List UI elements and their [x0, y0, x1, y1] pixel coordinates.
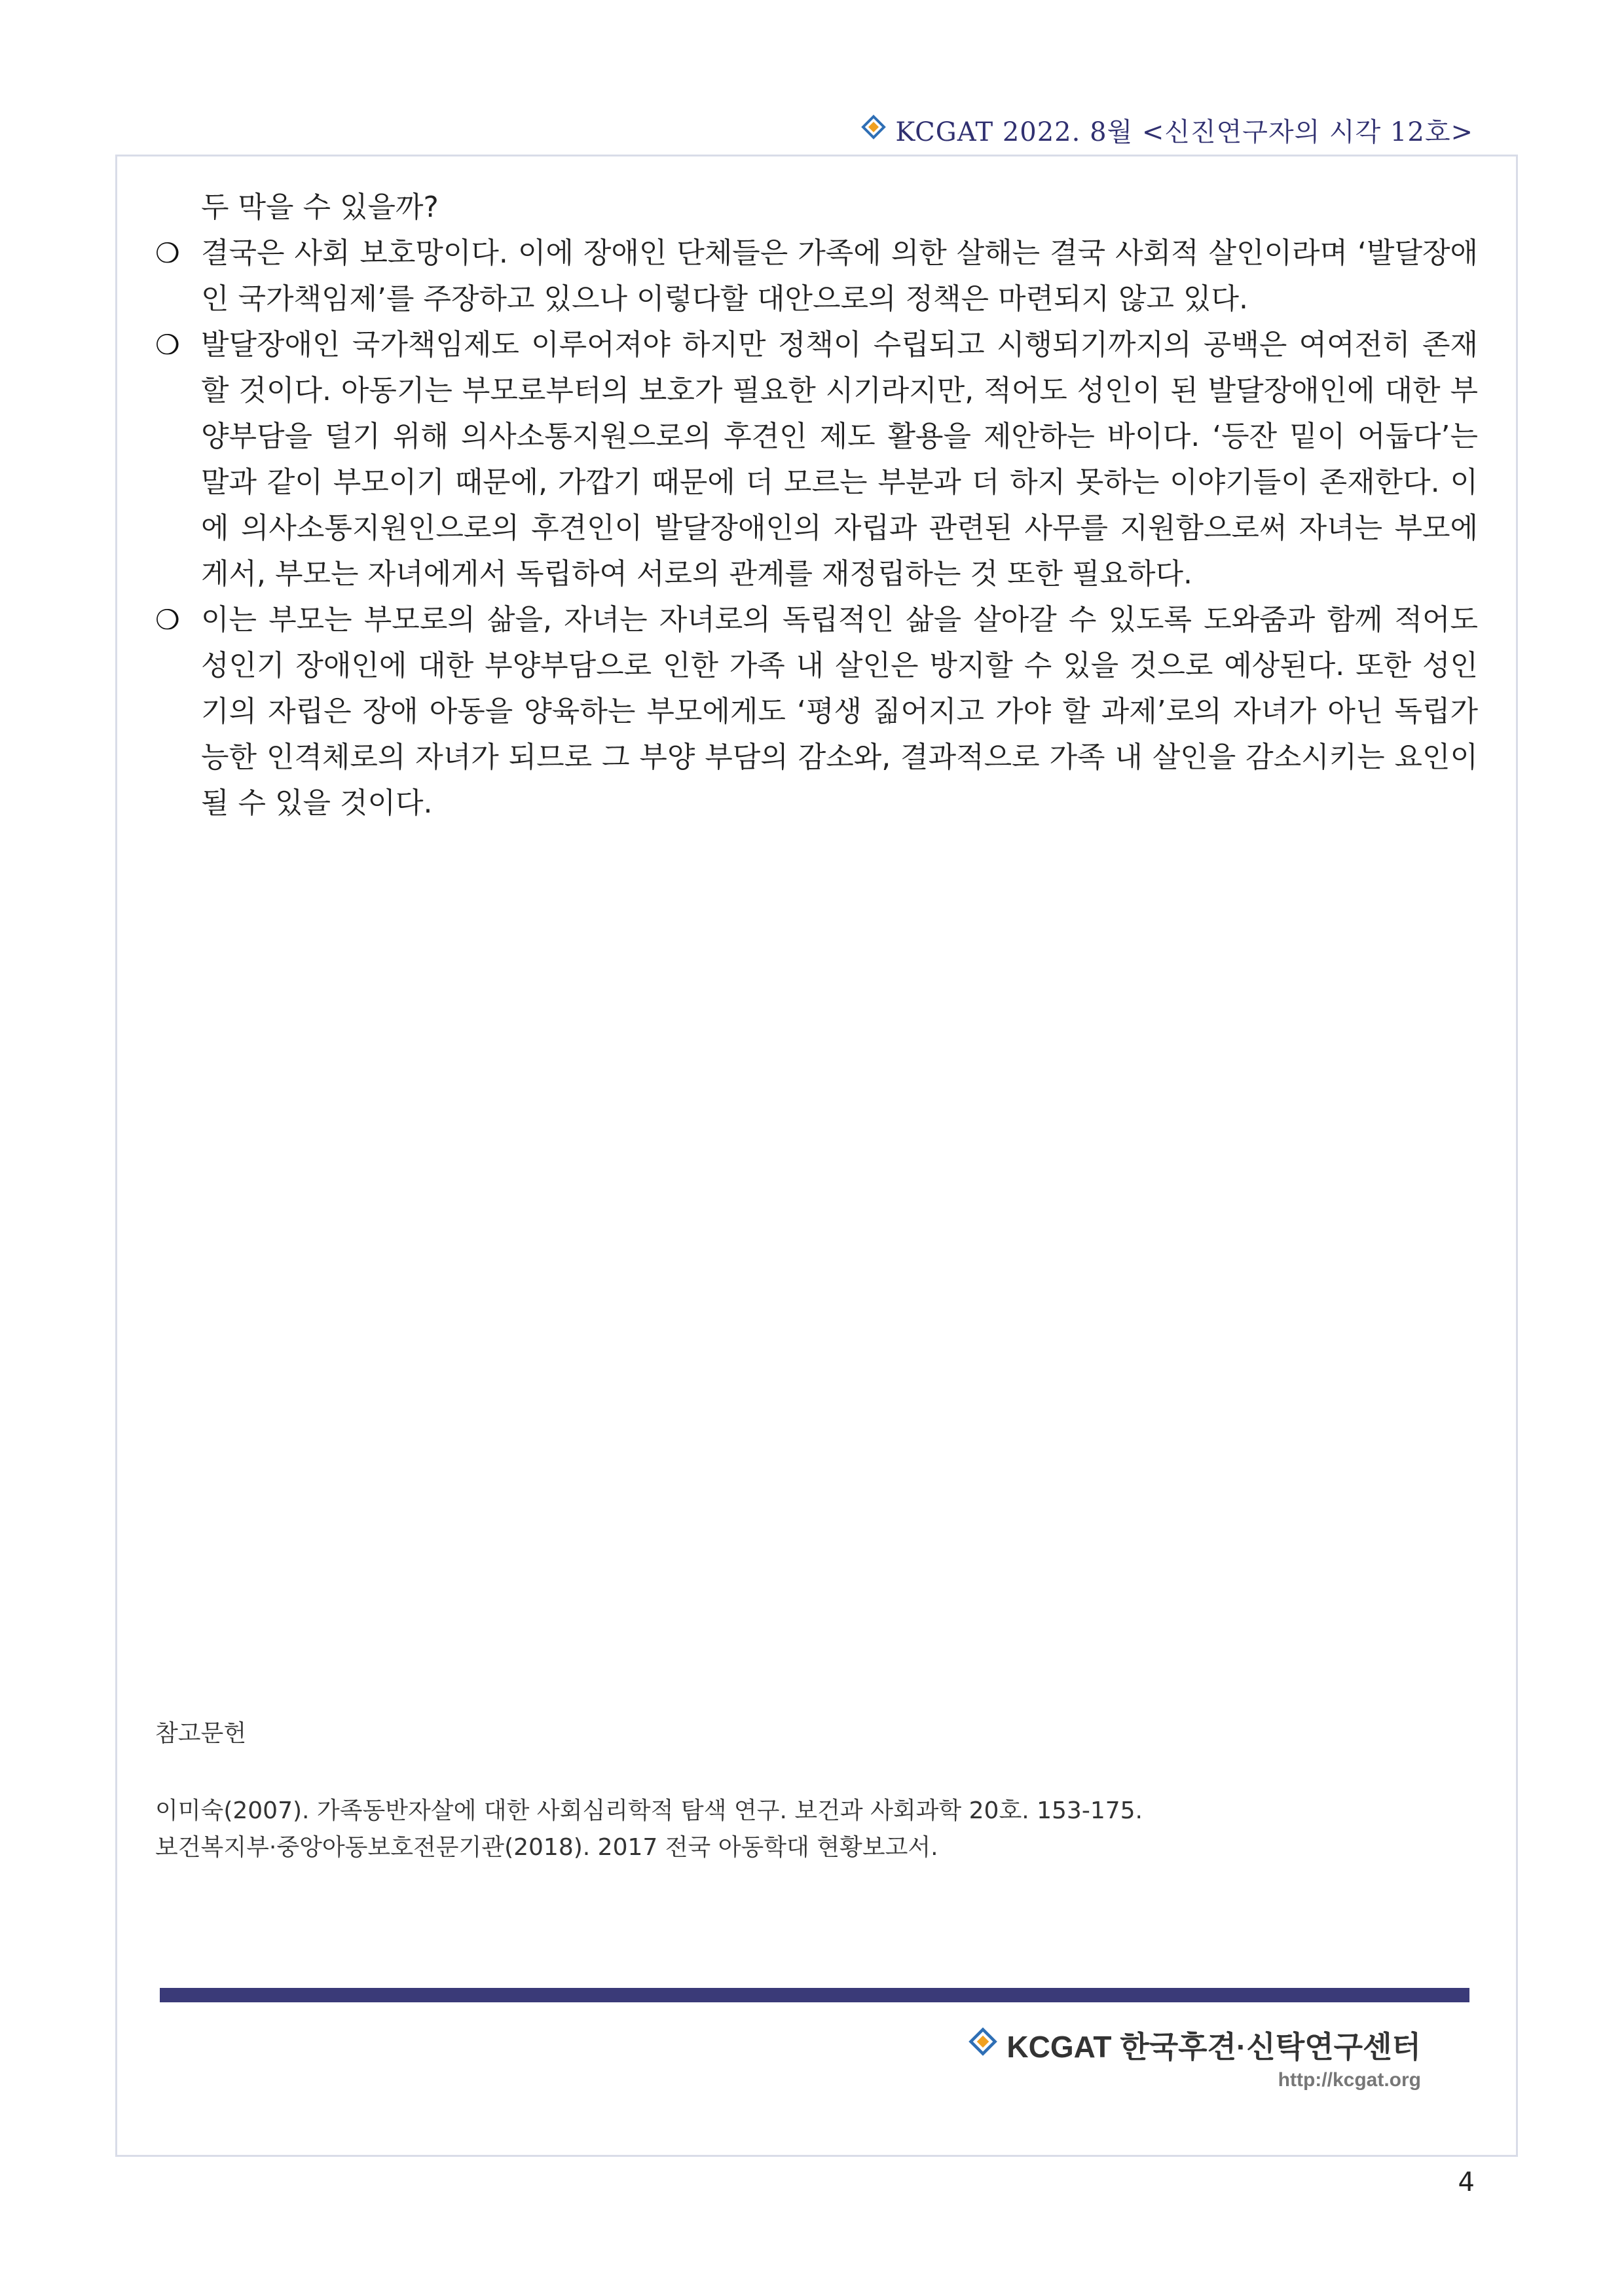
footer-org-name: KCGAT 한국후견·신탁연구센터 [1006, 2030, 1421, 2064]
paragraph-text: 발달장애인 국가책임제도 이루어져야 하지만 정책이 수립되고 시행되기까지의 공백은 여여전히 존재할 것이다. 아동기는 부모로부터의 보호가 필요한 시기라지만, 적어도 성인이 된 발달장애인에 대한 부양부담을 덜기 위해 의사소통지원으로의 후견인 제도 활용을 제안하는 바이다. ‘등잔 밑이 어둡다’는 말과 같이 부모이기 때문에, 가깝기 때문에 더 모르는 부분과 더 하지 못하는 이야기들이 존재한다. 이에 의사소통지원인으로의 후견인이 발달장애인의 자립과 관련된 사무를 지원함으로써 자녀는 부모에게서, 부모는 자녀에게서 독립하여 서로의 관계를 재정립하는 것 또한 필요하다. [201, 328, 1478, 591]
bullet-paragraph [155, 230, 1478, 322]
reference-item: 이미숙(2007). 가족동반자살에 대한 사회심리학적 탐색 연구. 보건과 사회과학 20호. 153-175. [155, 1797, 1143, 1824]
bullet-paragraph [155, 322, 1478, 597]
paragraph-text: 이는 부모는 부모로의 삶을, 자녀는 자녀로의 독립적인 삶을 살아갈 수 있도록 도와줌과 함께 적어도 성인기 장애인에 대한 부양부담으로 인한 가족 내 살인은 방지할 수 있을 것으로 예상된다. 또한 성인기의 자립은 장애 아동을 양육하는 부모에게도 ‘평생 짊어지고 가야 할 과제’로의 자녀가 아닌 독립가능한 인격체로의 자녀가 되므로 그 부양 부담의 감소와, 결과적으로 가족 내 살인을 감소시키는 요인이 될 수 있을 것이다. [201, 603, 1478, 820]
page-number: 4 [1458, 2167, 1475, 2197]
bullet-circle-icon: ❍ [155, 329, 180, 361]
kcgat-diamond-icon [969, 2027, 997, 2063]
page-header [861, 111, 1473, 149]
footer-divider-bar [160, 1988, 1469, 2002]
continuation-text: 두 막을 수 있을까? [201, 191, 439, 224]
references-title: 참고문헌 [155, 1720, 247, 1747]
kcgat-diamond-icon [861, 115, 886, 146]
reference-item: 보건복지부·중앙아동보호전문기관(2018). 2017 전국 아동학대 현황보고서. [155, 1834, 938, 1861]
article-body [155, 185, 1478, 826]
paragraph-text: 결국은 사회 보호망이다. 이에 장애인 단체들은 가족에 의한 살해는 결국 사회적 살인이라며 ‘발달장애인 국가책임제’를 주장하고 있으나 이렇다할 대안으로의 정책은 마련되지 않고 있다. [201, 236, 1478, 316]
bullet-paragraph [155, 597, 1478, 826]
bullet-circle-icon: ❍ [155, 604, 180, 636]
header-text: KCGAT 2022. 8월 <신진연구자의 시각 12호> [895, 117, 1473, 147]
footer-url-link[interactable]: http://kcgat.org [1278, 2069, 1421, 2091]
footer-logo [969, 2023, 1421, 2066]
bullet-circle-icon: ❍ [155, 237, 180, 269]
references-section [155, 1716, 1465, 1866]
